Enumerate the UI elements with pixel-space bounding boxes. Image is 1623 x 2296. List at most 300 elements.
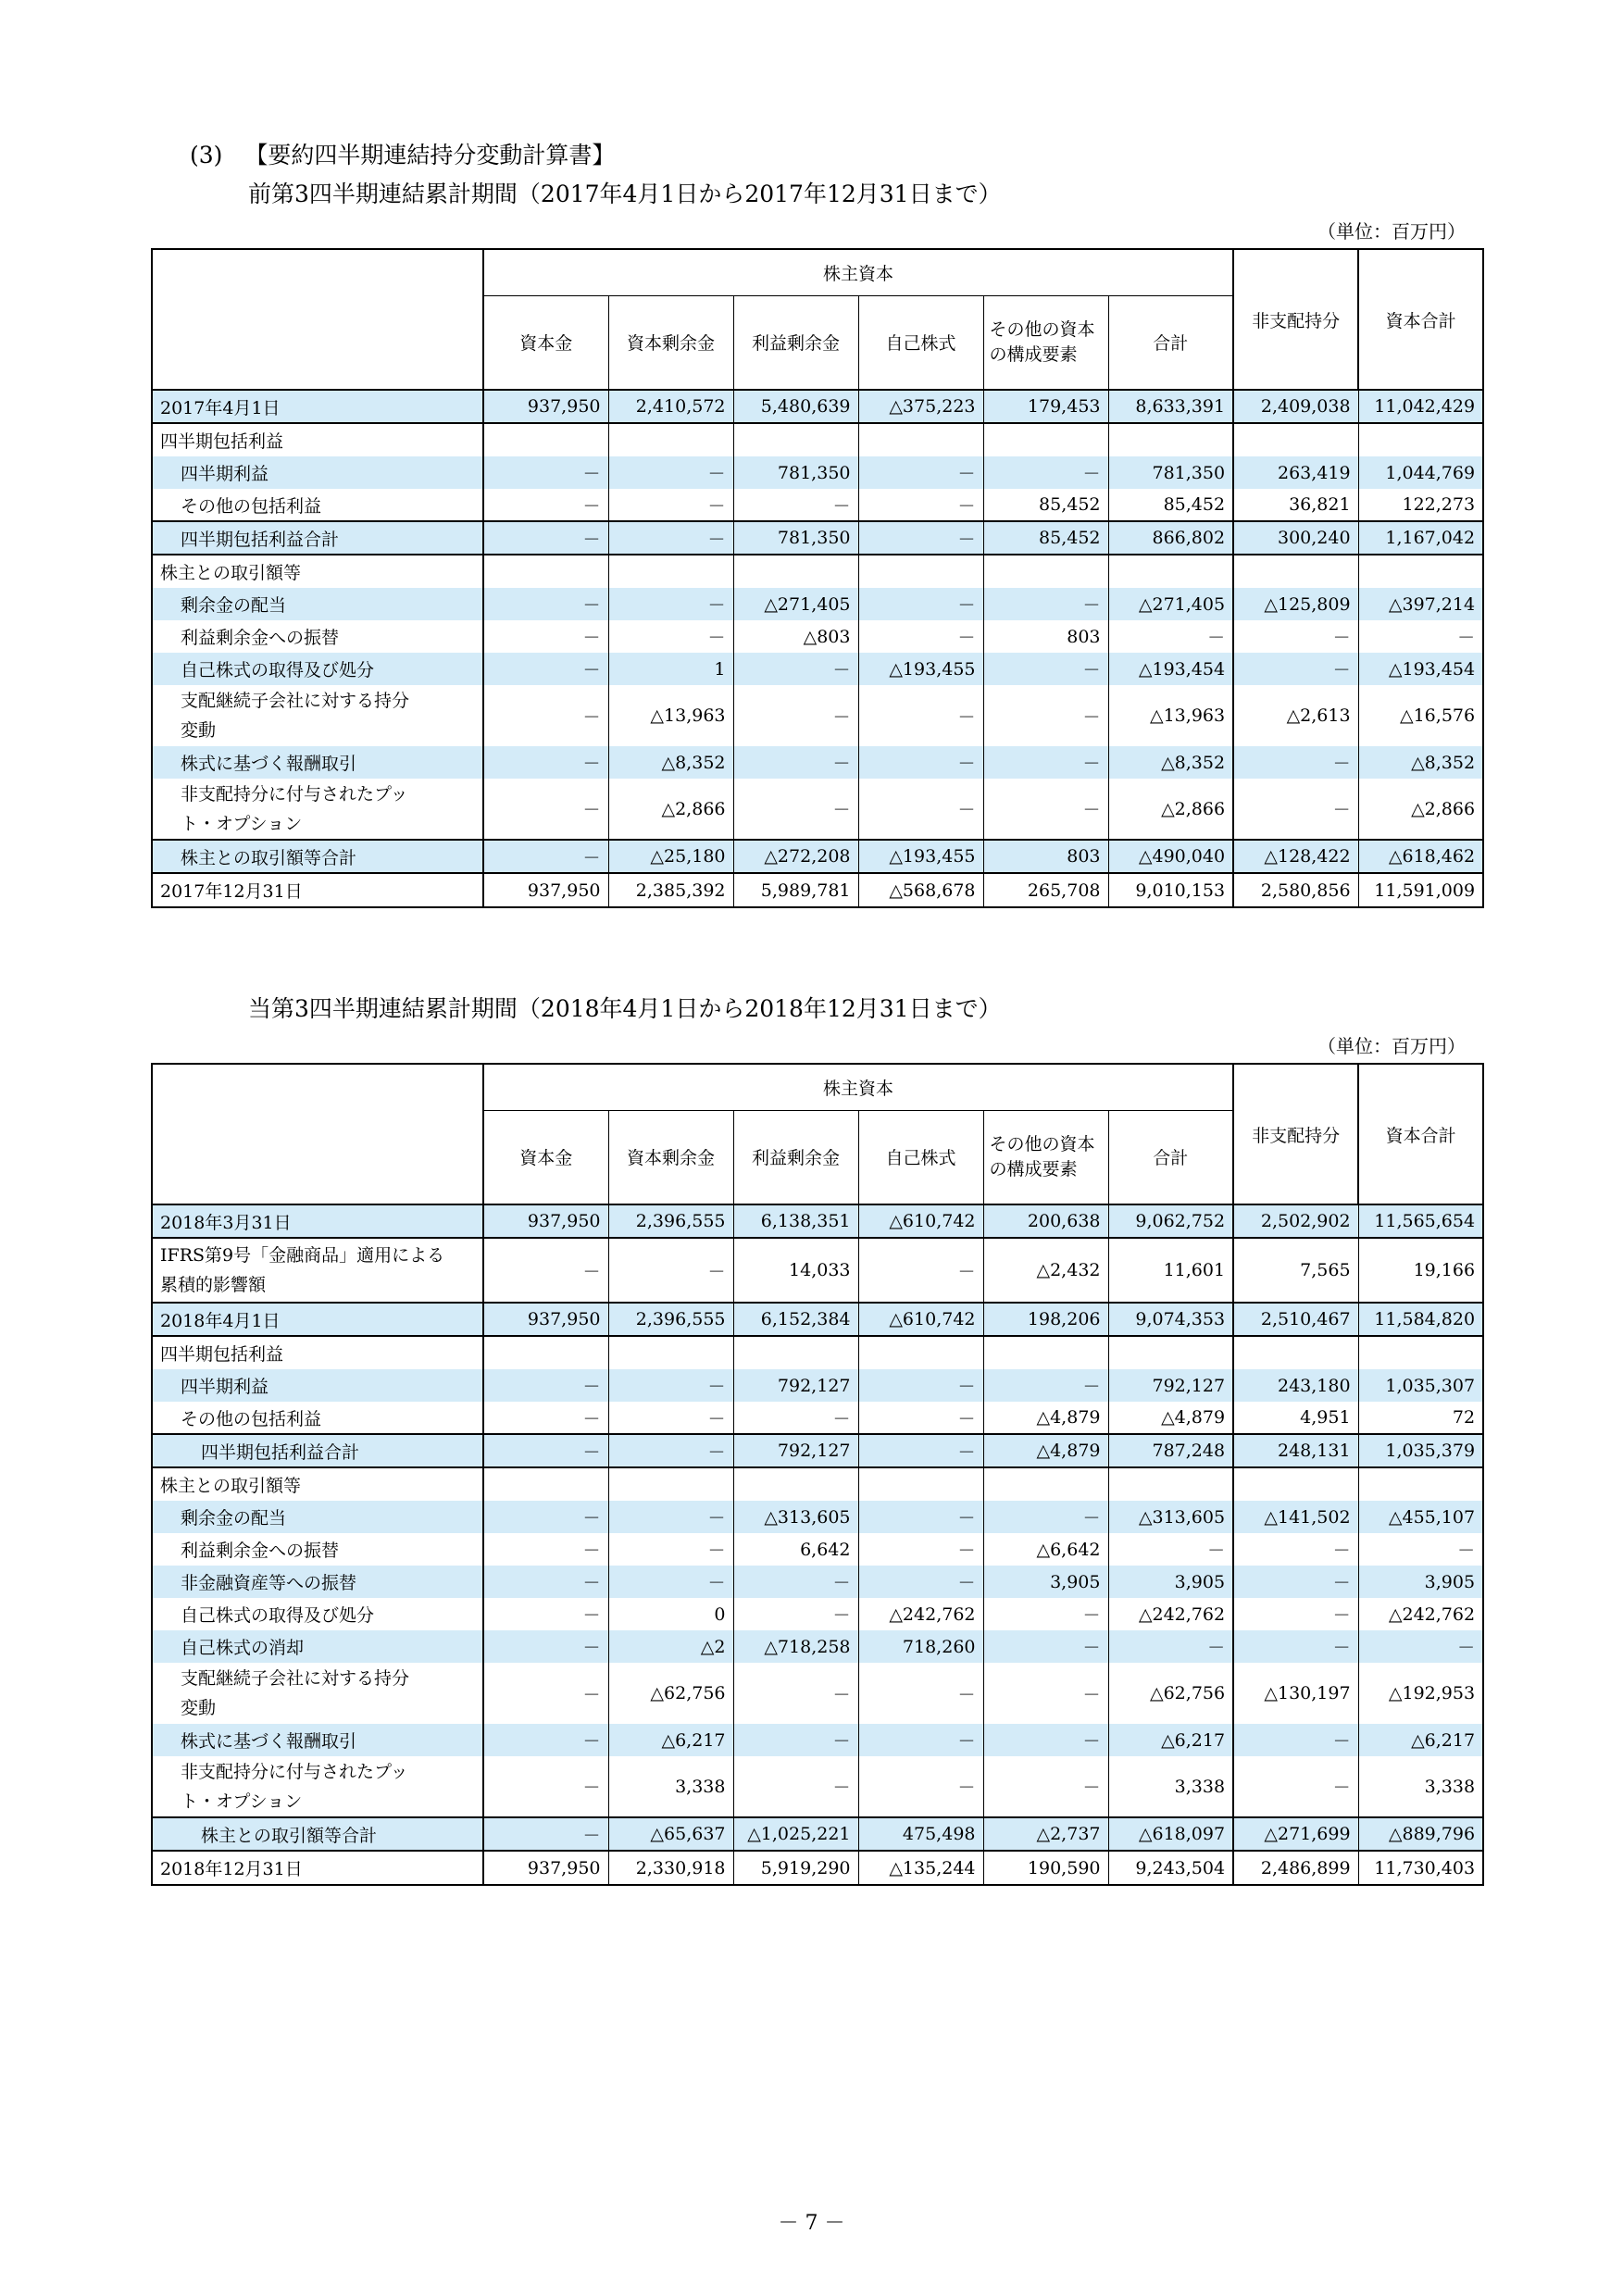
value-cell: － bbox=[608, 588, 733, 620]
value-cell: △6,217 bbox=[1358, 1724, 1483, 1756]
value-cell: － bbox=[858, 1566, 983, 1598]
value-cell: 11,565,654 bbox=[1358, 1204, 1483, 1238]
value-cell: － bbox=[483, 588, 608, 620]
value-cell bbox=[983, 1336, 1108, 1369]
value-cell: 2,396,555 bbox=[608, 1303, 733, 1336]
value-cell: 792,127 bbox=[1108, 1369, 1233, 1402]
value-cell: 1,035,307 bbox=[1358, 1369, 1483, 1402]
row-label: 2018年12月31日 bbox=[152, 1851, 483, 1885]
table-row bbox=[152, 1630, 1483, 1663]
value-cell: － bbox=[733, 746, 858, 779]
value-cell: △271,405 bbox=[1108, 588, 1233, 620]
table-row bbox=[152, 1204, 1483, 1238]
value-cell: △193,455 bbox=[858, 653, 983, 685]
value-cell bbox=[983, 423, 1108, 456]
value-cell: 803 bbox=[983, 840, 1108, 873]
value-cell: △25,180 bbox=[608, 840, 733, 873]
table-row bbox=[152, 685, 1483, 746]
table-row bbox=[152, 620, 1483, 653]
value-cell: － bbox=[483, 489, 608, 521]
row-label: その他の包括利益 bbox=[152, 1402, 483, 1434]
value-cell: － bbox=[483, 1756, 608, 1817]
current-equity-table bbox=[151, 1063, 1484, 1886]
value-cell: － bbox=[483, 1501, 608, 1533]
value-cell: － bbox=[1108, 1630, 1233, 1663]
value-cell: 5,480,639 bbox=[733, 390, 858, 423]
table-row bbox=[152, 873, 1483, 907]
row-label: 四半期包括利益合計 bbox=[152, 521, 483, 555]
value-cell bbox=[1358, 1467, 1483, 1501]
value-cell: 9,010,153 bbox=[1108, 873, 1233, 907]
value-cell bbox=[1233, 555, 1358, 588]
value-cell: △2,866 bbox=[1358, 779, 1483, 840]
value-cell: △62,756 bbox=[1108, 1663, 1233, 1724]
value-cell: － bbox=[983, 1724, 1108, 1756]
value-cell: 781,350 bbox=[733, 521, 858, 555]
value-cell: － bbox=[858, 1402, 983, 1434]
value-cell: 3,905 bbox=[1108, 1566, 1233, 1598]
col-header-capital-surplus: 資本剰余金 bbox=[608, 295, 733, 390]
col-header-other-components: その他の資本の構成要素 bbox=[983, 1110, 1108, 1204]
value-cell: － bbox=[608, 1402, 733, 1434]
prior-period-title: 前第3四半期連結累計期間（2017年4月1日から2017年12月31日まで） bbox=[248, 181, 1002, 207]
value-cell: － bbox=[483, 1566, 608, 1598]
value-cell: － bbox=[858, 620, 983, 653]
value-cell bbox=[1233, 423, 1358, 456]
value-cell: △6,217 bbox=[608, 1724, 733, 1756]
value-cell: 263,419 bbox=[1233, 456, 1358, 489]
value-cell: － bbox=[483, 1533, 608, 1566]
value-cell: 3,905 bbox=[1358, 1566, 1483, 1598]
value-cell: △13,963 bbox=[1108, 685, 1233, 746]
value-cell bbox=[1108, 423, 1233, 456]
value-cell: △803 bbox=[733, 620, 858, 653]
value-cell: △2,432 bbox=[983, 1238, 1108, 1303]
value-cell bbox=[858, 555, 983, 588]
table-row bbox=[152, 390, 1483, 423]
col-header-treasury-shares: 自己株式 bbox=[858, 295, 983, 390]
value-cell: － bbox=[733, 1598, 858, 1630]
value-cell: － bbox=[483, 840, 608, 873]
value-cell bbox=[483, 555, 608, 588]
value-cell: － bbox=[483, 746, 608, 779]
table-row bbox=[152, 1851, 1483, 1885]
value-cell: 9,062,752 bbox=[1108, 1204, 1233, 1238]
value-cell: 937,950 bbox=[483, 390, 608, 423]
table-row bbox=[152, 746, 1483, 779]
row-label-header bbox=[152, 1064, 483, 1204]
value-cell: △2,737 bbox=[983, 1817, 1108, 1851]
table-row bbox=[152, 1402, 1483, 1434]
value-cell: － bbox=[1233, 1533, 1358, 1566]
value-cell: 1,167,042 bbox=[1358, 521, 1483, 555]
value-cell: 718,260 bbox=[858, 1630, 983, 1663]
value-cell: － bbox=[858, 456, 983, 489]
value-cell: △718,258 bbox=[733, 1630, 858, 1663]
value-cell: － bbox=[1358, 620, 1483, 653]
prior-equity-table bbox=[151, 248, 1484, 908]
value-cell: △6,642 bbox=[983, 1533, 1108, 1566]
table-row bbox=[152, 840, 1483, 873]
value-cell: － bbox=[983, 779, 1108, 840]
value-cell bbox=[1108, 1467, 1233, 1501]
value-cell: 781,350 bbox=[733, 456, 858, 489]
table-row bbox=[152, 456, 1483, 489]
value-cell bbox=[858, 1336, 983, 1369]
value-cell: － bbox=[1233, 1598, 1358, 1630]
value-cell: － bbox=[483, 456, 608, 489]
value-cell bbox=[733, 1467, 858, 1501]
value-cell: 2,330,918 bbox=[608, 1851, 733, 1885]
value-cell: 2,486,899 bbox=[1233, 1851, 1358, 1885]
value-cell bbox=[858, 1467, 983, 1501]
value-cell: － bbox=[483, 1402, 608, 1434]
value-cell: － bbox=[483, 1369, 608, 1402]
value-cell: 72 bbox=[1358, 1402, 1483, 1434]
value-cell: △6,217 bbox=[1108, 1724, 1233, 1756]
value-cell: － bbox=[483, 620, 608, 653]
value-cell: 2,409,038 bbox=[1233, 390, 1358, 423]
row-label: その他の包括利益 bbox=[152, 489, 483, 521]
value-cell: － bbox=[1233, 653, 1358, 685]
table-row bbox=[152, 1724, 1483, 1756]
value-cell: △4,879 bbox=[983, 1434, 1108, 1467]
value-cell: 11,042,429 bbox=[1358, 390, 1483, 423]
current-unit-label: （単位：百万円） bbox=[1317, 1035, 1466, 1057]
value-cell bbox=[733, 1336, 858, 1369]
value-cell: － bbox=[483, 685, 608, 746]
value-cell: － bbox=[483, 779, 608, 840]
value-cell: 248,131 bbox=[1233, 1434, 1358, 1467]
value-cell: △313,605 bbox=[733, 1501, 858, 1533]
value-cell: － bbox=[608, 1566, 733, 1598]
col-header-capital: 資本金 bbox=[483, 295, 608, 390]
value-cell: － bbox=[608, 1533, 733, 1566]
table-row bbox=[152, 1533, 1483, 1566]
value-cell: － bbox=[608, 456, 733, 489]
row-label: 2017年4月1日 bbox=[152, 390, 483, 423]
value-cell: － bbox=[483, 521, 608, 555]
value-cell bbox=[983, 555, 1108, 588]
col-header-subtotal: 合計 bbox=[1108, 1110, 1233, 1204]
value-cell: － bbox=[983, 653, 1108, 685]
value-cell: 1 bbox=[608, 653, 733, 685]
value-cell: － bbox=[983, 456, 1108, 489]
value-cell: 937,950 bbox=[483, 1303, 608, 1336]
col-header-treasury-shares: 自己株式 bbox=[858, 1110, 983, 1204]
value-cell: 1,044,769 bbox=[1358, 456, 1483, 489]
value-cell: △242,762 bbox=[1108, 1598, 1233, 1630]
total-equity-header: 資本合計 bbox=[1358, 249, 1483, 390]
value-cell bbox=[1358, 423, 1483, 456]
value-cell: － bbox=[483, 653, 608, 685]
section-number: (3) bbox=[190, 142, 223, 168]
table-row bbox=[152, 1663, 1483, 1724]
value-cell: － bbox=[733, 779, 858, 840]
value-cell: 937,950 bbox=[483, 1204, 608, 1238]
row-label: 自己株式の取得及び処分 bbox=[152, 1598, 483, 1630]
value-cell: － bbox=[483, 1598, 608, 1630]
value-cell: 6,642 bbox=[733, 1533, 858, 1566]
value-cell: － bbox=[483, 1663, 608, 1724]
value-cell: △271,405 bbox=[733, 588, 858, 620]
value-cell: △125,809 bbox=[1233, 588, 1358, 620]
value-cell bbox=[483, 423, 608, 456]
value-cell: 792,127 bbox=[733, 1369, 858, 1402]
value-cell: 85,452 bbox=[1108, 489, 1233, 521]
col-header-subtotal: 合計 bbox=[1108, 295, 1233, 390]
value-cell: － bbox=[733, 1756, 858, 1817]
table-row bbox=[152, 1434, 1483, 1467]
value-cell: 179,453 bbox=[983, 390, 1108, 423]
col-header-capital-surplus: 資本剰余金 bbox=[608, 1110, 733, 1204]
value-cell: △455,107 bbox=[1358, 1501, 1483, 1533]
row-label: IFRS第9号「金融商品」適用による累積的影響額 bbox=[152, 1238, 483, 1303]
value-cell: 122,273 bbox=[1358, 489, 1483, 521]
noncontrolling-header: 非支配持分 bbox=[1233, 249, 1358, 390]
value-cell: △8,352 bbox=[608, 746, 733, 779]
value-cell: △192,953 bbox=[1358, 1663, 1483, 1724]
value-cell bbox=[608, 1467, 733, 1501]
total-equity-header: 資本合計 bbox=[1358, 1064, 1483, 1204]
value-cell: △8,352 bbox=[1108, 746, 1233, 779]
value-cell: － bbox=[858, 1434, 983, 1467]
value-cell: 6,152,384 bbox=[733, 1303, 858, 1336]
value-cell: △16,576 bbox=[1358, 685, 1483, 746]
value-cell: 5,989,781 bbox=[733, 873, 858, 907]
value-cell: － bbox=[608, 489, 733, 521]
value-cell: 11,730,403 bbox=[1358, 1851, 1483, 1885]
shareholders-equity-header: 株主資本 bbox=[483, 249, 1233, 295]
value-cell: － bbox=[733, 1663, 858, 1724]
value-cell: △2,866 bbox=[608, 779, 733, 840]
value-cell: △65,637 bbox=[608, 1817, 733, 1851]
value-cell: 8,633,391 bbox=[1108, 390, 1233, 423]
value-cell: － bbox=[1358, 1630, 1483, 1663]
value-cell bbox=[983, 1467, 1108, 1501]
value-cell: － bbox=[608, 620, 733, 653]
value-cell: － bbox=[483, 1724, 608, 1756]
value-cell: 14,033 bbox=[733, 1238, 858, 1303]
current-period-title: 当第3四半期連結累計期間（2018年4月1日から2018年12月31日まで） bbox=[248, 995, 1002, 1022]
value-cell: － bbox=[483, 1630, 608, 1663]
value-cell: － bbox=[858, 746, 983, 779]
value-cell: － bbox=[858, 521, 983, 555]
value-cell: － bbox=[1233, 620, 1358, 653]
value-cell: － bbox=[1233, 779, 1358, 840]
value-cell: － bbox=[858, 588, 983, 620]
row-label: 剰余金の配当 bbox=[152, 588, 483, 620]
row-label: 利益剰余金への振替 bbox=[152, 620, 483, 653]
value-cell: － bbox=[983, 1630, 1108, 1663]
value-cell: 1,035,379 bbox=[1358, 1434, 1483, 1467]
value-cell bbox=[608, 555, 733, 588]
value-cell: 190,590 bbox=[983, 1851, 1108, 1885]
row-label: 非支配持分に付与されたプット・オプション bbox=[152, 779, 483, 840]
noncontrolling-header: 非支配持分 bbox=[1233, 1064, 1358, 1204]
value-cell: － bbox=[1233, 1630, 1358, 1663]
value-cell bbox=[1108, 555, 1233, 588]
value-cell: － bbox=[858, 779, 983, 840]
value-cell bbox=[1108, 1336, 1233, 1369]
value-cell: － bbox=[858, 1533, 983, 1566]
value-cell: － bbox=[733, 489, 858, 521]
value-cell: － bbox=[1233, 1724, 1358, 1756]
table-row bbox=[152, 1303, 1483, 1336]
value-cell: 2,385,392 bbox=[608, 873, 733, 907]
value-cell: △271,699 bbox=[1233, 1817, 1358, 1851]
value-cell: 866,802 bbox=[1108, 521, 1233, 555]
value-cell: 3,338 bbox=[1108, 1756, 1233, 1817]
value-cell: 300,240 bbox=[1233, 521, 1358, 555]
value-cell: △130,197 bbox=[1233, 1663, 1358, 1724]
value-cell: △2 bbox=[608, 1630, 733, 1663]
table-row bbox=[152, 1238, 1483, 1303]
value-cell: △610,742 bbox=[858, 1303, 983, 1336]
value-cell: △397,214 bbox=[1358, 588, 1483, 620]
value-cell: － bbox=[608, 521, 733, 555]
value-cell: △8,352 bbox=[1358, 746, 1483, 779]
value-cell: △62,756 bbox=[608, 1663, 733, 1724]
value-cell: 3,338 bbox=[608, 1756, 733, 1817]
value-cell: △490,040 bbox=[1108, 840, 1233, 873]
value-cell: 11,591,009 bbox=[1358, 873, 1483, 907]
table-row bbox=[152, 779, 1483, 840]
value-cell: △618,097 bbox=[1108, 1817, 1233, 1851]
value-cell: 9,074,353 bbox=[1108, 1303, 1233, 1336]
value-cell: － bbox=[608, 1501, 733, 1533]
value-cell: △128,422 bbox=[1233, 840, 1358, 873]
value-cell: △272,208 bbox=[733, 840, 858, 873]
value-cell: 2,580,856 bbox=[1233, 873, 1358, 907]
table-row bbox=[152, 1598, 1483, 1630]
value-cell: － bbox=[983, 746, 1108, 779]
row-label: 剰余金の配当 bbox=[152, 1501, 483, 1533]
table-row bbox=[152, 423, 1483, 456]
row-label: 利益剰余金への振替 bbox=[152, 1533, 483, 1566]
value-cell: － bbox=[983, 1369, 1108, 1402]
row-label: 株式に基づく報酬取引 bbox=[152, 1724, 483, 1756]
value-cell: △1,025,221 bbox=[733, 1817, 858, 1851]
value-cell: － bbox=[608, 1369, 733, 1402]
value-cell: 6,138,351 bbox=[733, 1204, 858, 1238]
row-label: 四半期包括利益 bbox=[152, 423, 483, 456]
value-cell: △618,462 bbox=[1358, 840, 1483, 873]
value-cell: △135,244 bbox=[858, 1851, 983, 1885]
value-cell: △2,613 bbox=[1233, 685, 1358, 746]
table-row bbox=[152, 1501, 1483, 1533]
value-cell bbox=[608, 423, 733, 456]
value-cell bbox=[733, 555, 858, 588]
value-cell: △375,223 bbox=[858, 390, 983, 423]
row-label: 四半期利益 bbox=[152, 1369, 483, 1402]
value-cell: － bbox=[983, 1598, 1108, 1630]
value-cell: 11,601 bbox=[1108, 1238, 1233, 1303]
row-label: 2017年12月31日 bbox=[152, 873, 483, 907]
table-row bbox=[152, 555, 1483, 588]
value-cell: － bbox=[858, 489, 983, 521]
value-cell bbox=[608, 1336, 733, 1369]
value-cell: 937,950 bbox=[483, 1851, 608, 1885]
value-cell: △610,742 bbox=[858, 1204, 983, 1238]
value-cell bbox=[733, 423, 858, 456]
table-row bbox=[152, 653, 1483, 685]
value-cell bbox=[1358, 555, 1483, 588]
value-cell: △193,454 bbox=[1358, 653, 1483, 685]
row-label: 2018年4月1日 bbox=[152, 1303, 483, 1336]
row-label-header bbox=[152, 249, 483, 390]
value-cell: 85,452 bbox=[983, 521, 1108, 555]
value-cell: － bbox=[983, 685, 1108, 746]
value-cell: － bbox=[1233, 1566, 1358, 1598]
value-cell: 3,338 bbox=[1358, 1756, 1483, 1817]
value-cell: 787,248 bbox=[1108, 1434, 1233, 1467]
value-cell: － bbox=[608, 1238, 733, 1303]
value-cell: 2,502,902 bbox=[1233, 1204, 1358, 1238]
value-cell: 265,708 bbox=[983, 873, 1108, 907]
value-cell: － bbox=[733, 653, 858, 685]
value-cell: － bbox=[1233, 1756, 1358, 1817]
row-label: 四半期包括利益合計 bbox=[152, 1434, 483, 1467]
value-cell: 11,584,820 bbox=[1358, 1303, 1483, 1336]
value-cell: 781,350 bbox=[1108, 456, 1233, 489]
value-cell bbox=[1358, 1336, 1483, 1369]
value-cell: △568,678 bbox=[858, 873, 983, 907]
value-cell: △2,866 bbox=[1108, 779, 1233, 840]
value-cell: － bbox=[608, 1434, 733, 1467]
table-row bbox=[152, 588, 1483, 620]
value-cell: － bbox=[483, 1238, 608, 1303]
value-cell: 792,127 bbox=[733, 1434, 858, 1467]
row-label: 2018年3月31日 bbox=[152, 1204, 483, 1238]
value-cell: △4,879 bbox=[1108, 1402, 1233, 1434]
value-cell: 5,919,290 bbox=[733, 1851, 858, 1885]
value-cell: － bbox=[858, 685, 983, 746]
row-label: 自己株式の取得及び処分 bbox=[152, 653, 483, 685]
table-row bbox=[152, 521, 1483, 555]
value-cell: 0 bbox=[608, 1598, 733, 1630]
value-cell: 198,206 bbox=[983, 1303, 1108, 1336]
row-label: 自己株式の消却 bbox=[152, 1630, 483, 1663]
value-cell: △4,879 bbox=[983, 1402, 1108, 1434]
row-label: 支配継続子会社に対する持分変動 bbox=[152, 1663, 483, 1724]
row-label: 四半期利益 bbox=[152, 456, 483, 489]
value-cell: － bbox=[733, 1402, 858, 1434]
col-header-retained-earnings: 利益剰余金 bbox=[733, 295, 858, 390]
value-cell: 85,452 bbox=[983, 489, 1108, 521]
value-cell: － bbox=[733, 1566, 858, 1598]
prior-unit-label: （単位：百万円） bbox=[1317, 220, 1466, 243]
col-header-other-components: その他の資本の構成要素 bbox=[983, 295, 1108, 390]
value-cell: 4,951 bbox=[1233, 1402, 1358, 1434]
value-cell: － bbox=[1108, 620, 1233, 653]
value-cell: △13,963 bbox=[608, 685, 733, 746]
value-cell: △193,454 bbox=[1108, 653, 1233, 685]
row-label: 株主との取引額等合計 bbox=[152, 840, 483, 873]
value-cell: △313,605 bbox=[1108, 1501, 1233, 1533]
value-cell bbox=[1233, 1336, 1358, 1369]
section-heading: 【要約四半期連結持分変動計算書】 bbox=[244, 142, 616, 168]
value-cell: － bbox=[858, 1501, 983, 1533]
value-cell bbox=[1233, 1467, 1358, 1501]
value-cell: 7,565 bbox=[1233, 1238, 1358, 1303]
table-row bbox=[152, 1817, 1483, 1851]
row-label: 非支配持分に付与されたプット・オプション bbox=[152, 1756, 483, 1817]
row-label: 株主との取引額等合計 bbox=[152, 1817, 483, 1851]
table-row bbox=[152, 1467, 1483, 1501]
value-cell: － bbox=[858, 1756, 983, 1817]
value-cell: － bbox=[733, 1724, 858, 1756]
